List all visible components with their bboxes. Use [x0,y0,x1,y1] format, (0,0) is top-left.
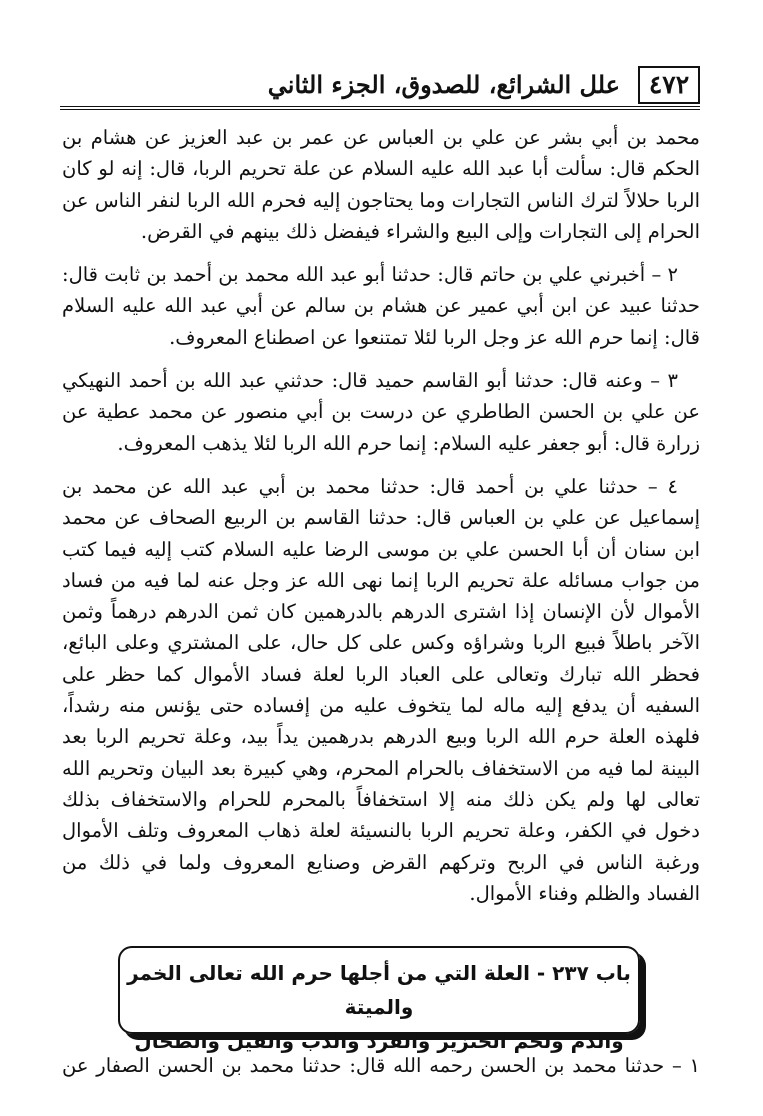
paragraph-5-first-line: ١ – حدثنا محمد بن الحسن رحمه الله قال: حدثنا محمد بن الحسن الصفار عن [62,1054,700,1077]
paragraph-3: ٣ – وعنه قال: حدثنا أبو القاسم حميد قال: حدثني عبد الله بن أحمد النهيكي عن علي بن الحسن الطاطري عن درست بن أبي منصور عن محمد عطية عن زرارة قال: أبو جعفر عليه السلام: إنما حرم الله الربا لئلا يذهب المعروف. [62,369,700,455]
chapter-heading-box [118,946,640,1053]
paragraph-2: ٢ – أخبرني علي بن حاتم قال: حدثنا أبو عبد الله محمد بن أحمد بن ثابت قال: حدثنا عبيد عن ابن أبي عمير عن هشام بن سالم عن أبي عبد الله عليه السلام قال: إنما حرم الله عز وجل الربا لئلا تمتنعوا عن اصطناع المعروف. [62,263,700,349]
chapter-heading-line-1: باب ٢٣٧ - العلة التي من أجلها حرم الله تعالى الخمر والميتة [127,961,631,1019]
page-number: ٤٧٢ [638,66,700,104]
body-text [62,122,700,921]
paragraph-4: ٤ – حدثنا علي بن أحمد قال: حدثنا محمد بن أبي عبد الله عن محمد بن إسماعيل عن علي بن العباس قال: حدثنا القاسم بن الربيع الصحاف عن محمد ابن سنان أن أبا الحسن علي بن موسى الرضا عليه السلام كتب إليه فيما كتب من جواب مسائله علة تحريم الربا إنما نهى الله عز وجل عنه لما فيه من فساد الأموال لأن الإنسان إذا اشترى الدرهم بالدرهمين كان ثمن الدرهم درهماً وثمن الآخر باطلاً فبيع الربا وشراؤه وكس على كل حال، على المشتري وعلى البائع، فحظر الله تبارك وتعالى على العباد الربا لعلة فساد الأموال كما حظر على السفيه أن يدفع إليه ماله لما يتخوف عليه من إفساده حتى يؤنس منه رشداً، فلهذه العلة حرم الله الربا وبيع الدرهم بدرهمين يداً بيد، وعلة تحريم الربا بعد البينة لما فيه من الاستخفاف بالحرام المحرم، وهي كبيرة بعد البيان وتحريم الله تعالى لها ولم يكن ذلك منه إلا استخفافاً بالمحرم للحرام والاستخفاف بذلك دخول في الكفر، وعلة تحريم الربا بالنسيئة لعلة ذهاب المعروف وتلف الأموال ورغبة الناس في الربح وتركهم القرض وصنايع المعروف ولما في ذلك من الفساد والظلم وفناء الأموال. [62,474,700,905]
chapter-heading-line-2: والدم ولحم الخنزير والقرد والدب والفيل والطحال [134,1029,624,1053]
running-title: علل الشرائع، للصدوق، الجزء الثاني [267,70,620,99]
paragraph-1: محمد بن أبي بشر عن علي بن العباس عن عمر بن عبد العزيز عن هشام بن الحكم قال: سألت أبا عبد الله عليه السلام عن علة تحريم الربا، قال: إنه لو كان الربا حلالاً لترك الناس التجارات وما يحتاجون إليه فحرم الله الربا لنفر الناس عن الحرام إلى التجارات وإلى البيع والشراء فيفضل ذلك بينهم في القرض. [62,126,700,243]
page-header [60,66,700,110]
